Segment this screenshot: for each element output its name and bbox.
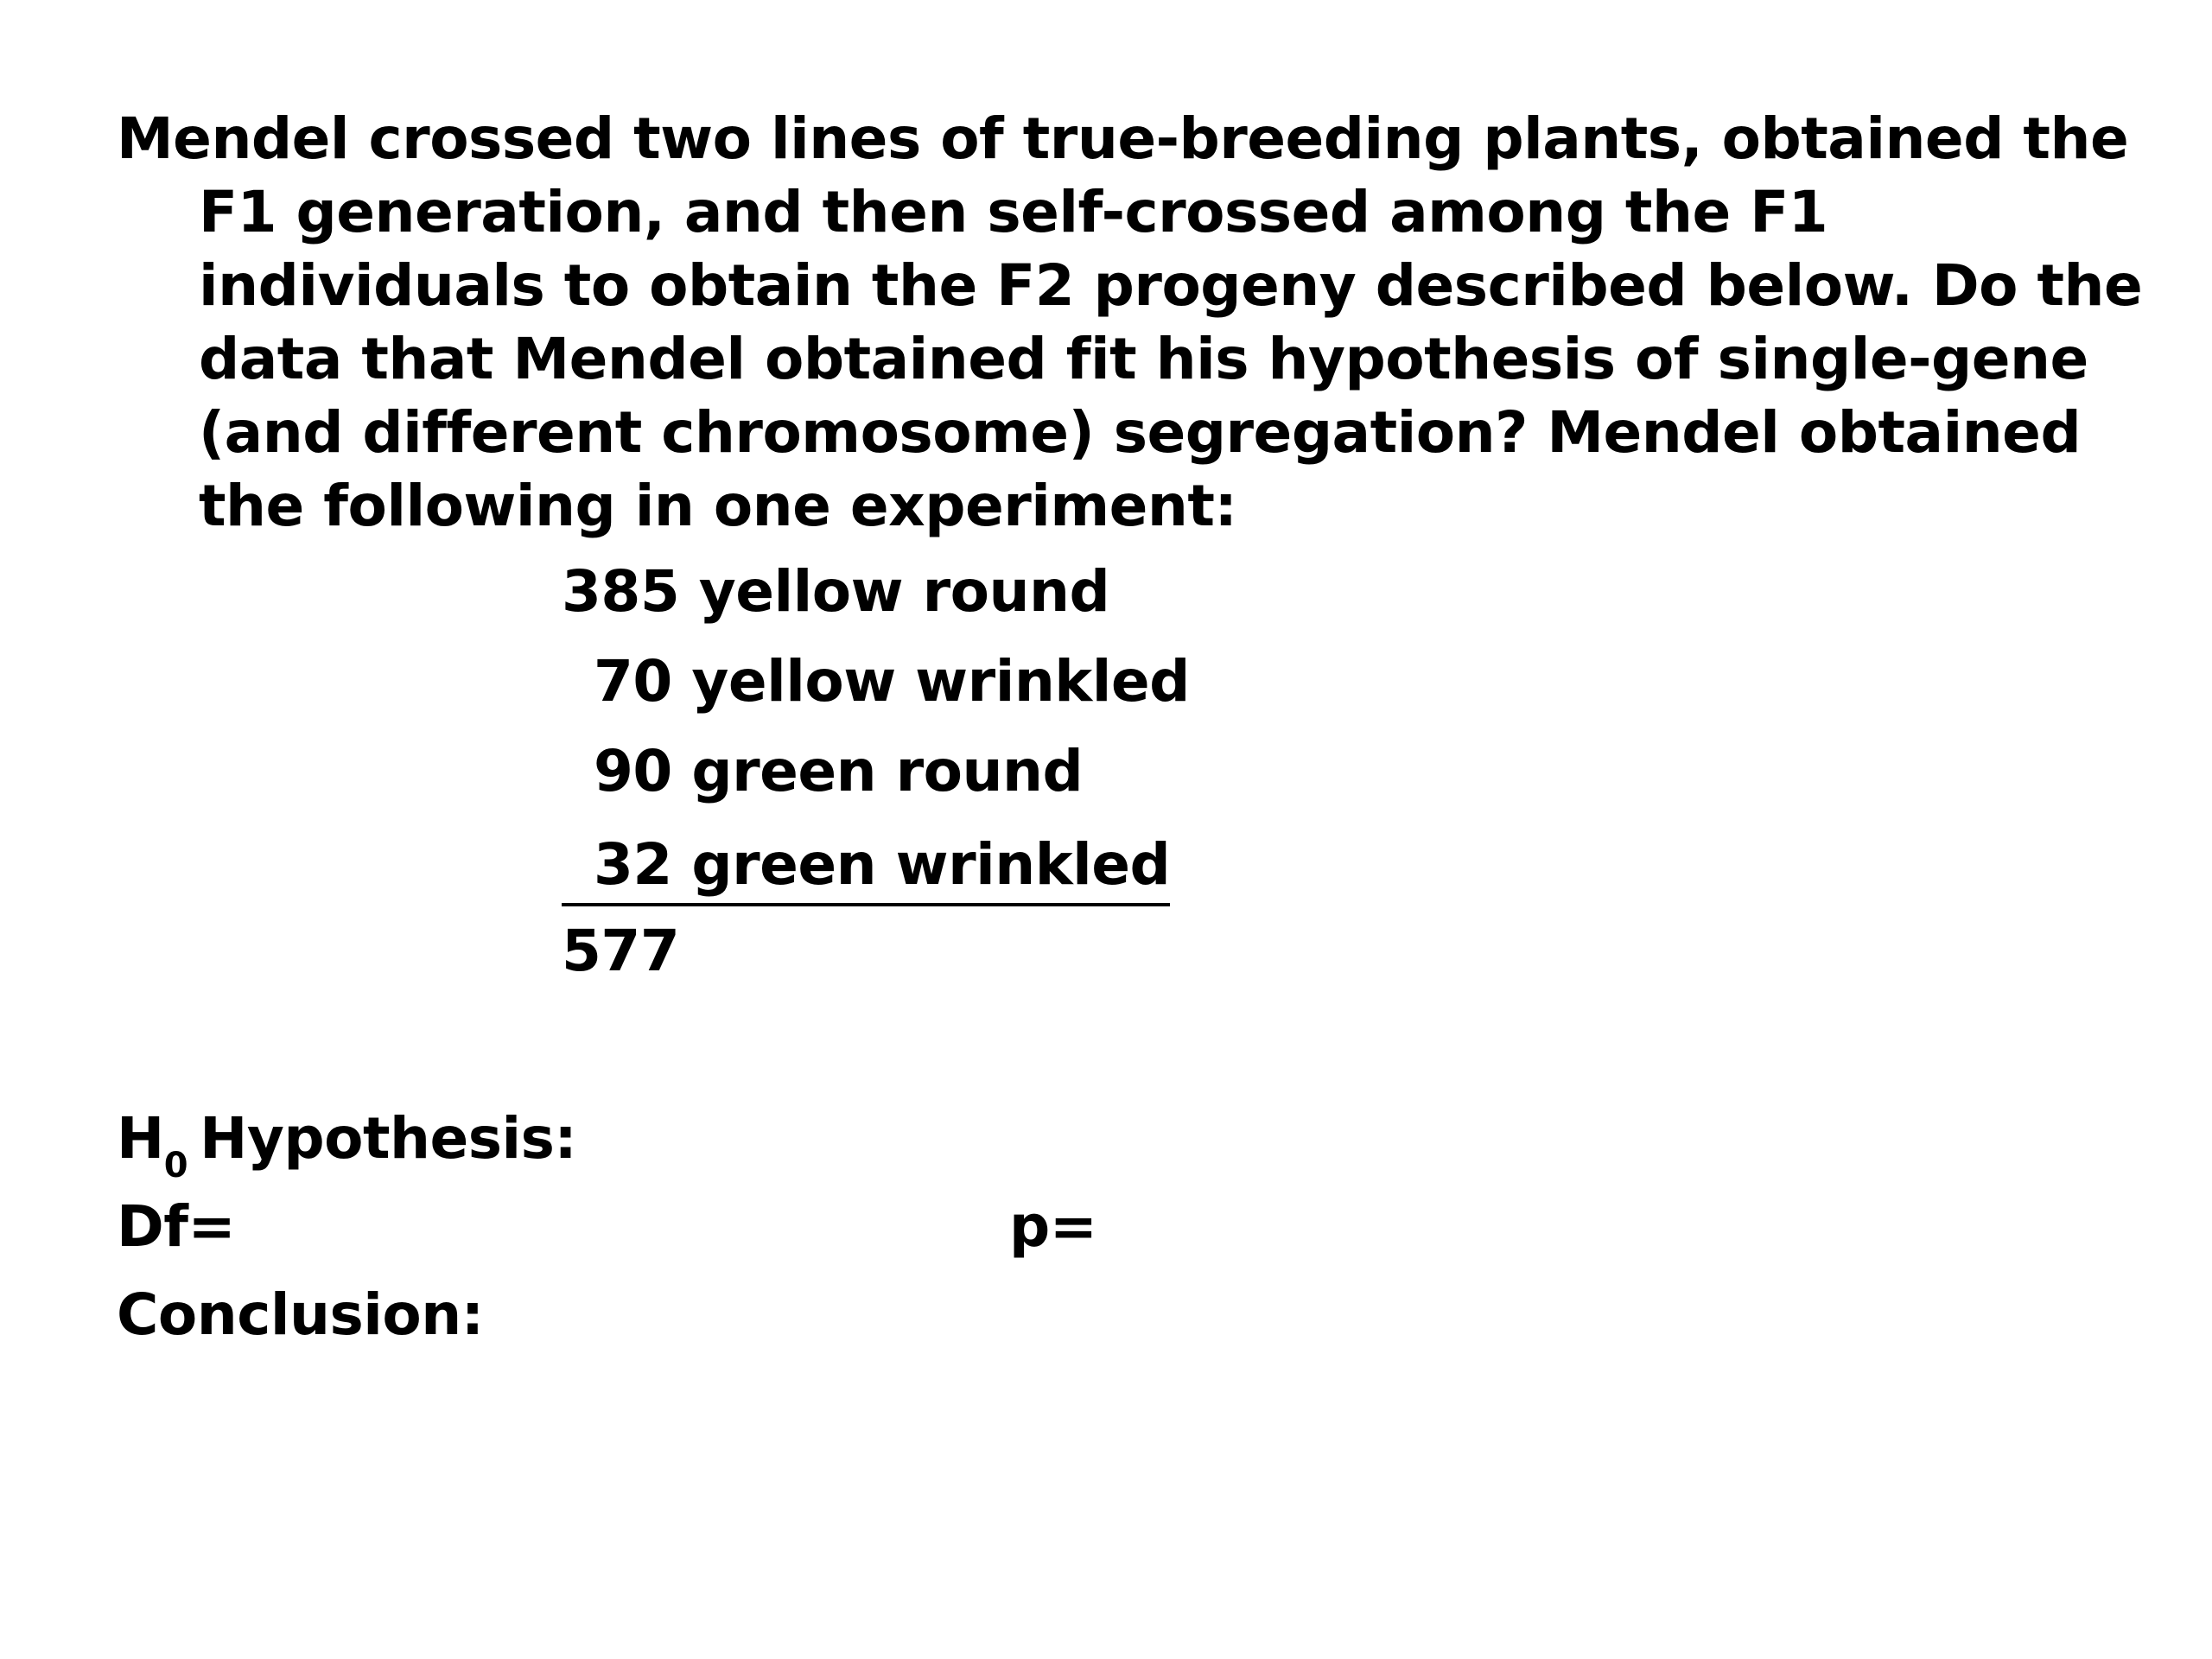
count-label: yellow round xyxy=(698,558,1110,625)
count-number: 70 xyxy=(594,648,672,715)
question-paragraph: Mendel crossed two lines of true-breeding plants, obtained the F1 generation, and then self-crossed among the F1 individuals to obtain the F2 progeny described below. Do the data that Mendel obtained fit his hypothesis of single-gene (and different chromosome) segregation? Mendel obtained the following in one experiment: xyxy=(117,105,2143,539)
count-number: 90 xyxy=(594,738,672,804)
count-label: yellow wrinkled xyxy=(691,648,1190,715)
hypothesis-h: H xyxy=(117,1105,164,1172)
count-row-green-round xyxy=(562,737,1190,827)
df-label: Df= xyxy=(117,1193,236,1260)
count-total: 577 xyxy=(562,918,680,984)
p-value-label: p= xyxy=(1009,1193,1097,1260)
count-row-green-wrinkled xyxy=(562,827,1190,917)
hypothesis-line xyxy=(117,1104,577,1185)
hypothesis-subscript: 0 xyxy=(163,1146,188,1185)
count-number: 32 xyxy=(594,831,672,898)
conclusion-label: Conclusion: xyxy=(117,1281,484,1348)
count-row-yellow-round xyxy=(562,557,1190,647)
count-label: green wrinkled xyxy=(691,831,1171,898)
progeny-counts xyxy=(562,557,1190,1007)
hypothesis-label: Hypothesis: xyxy=(200,1105,577,1172)
count-row-yellow-wrinkled xyxy=(562,647,1190,737)
count-label: green round xyxy=(691,738,1084,804)
sum-underline xyxy=(562,827,1170,906)
count-number: 385 xyxy=(562,558,680,625)
